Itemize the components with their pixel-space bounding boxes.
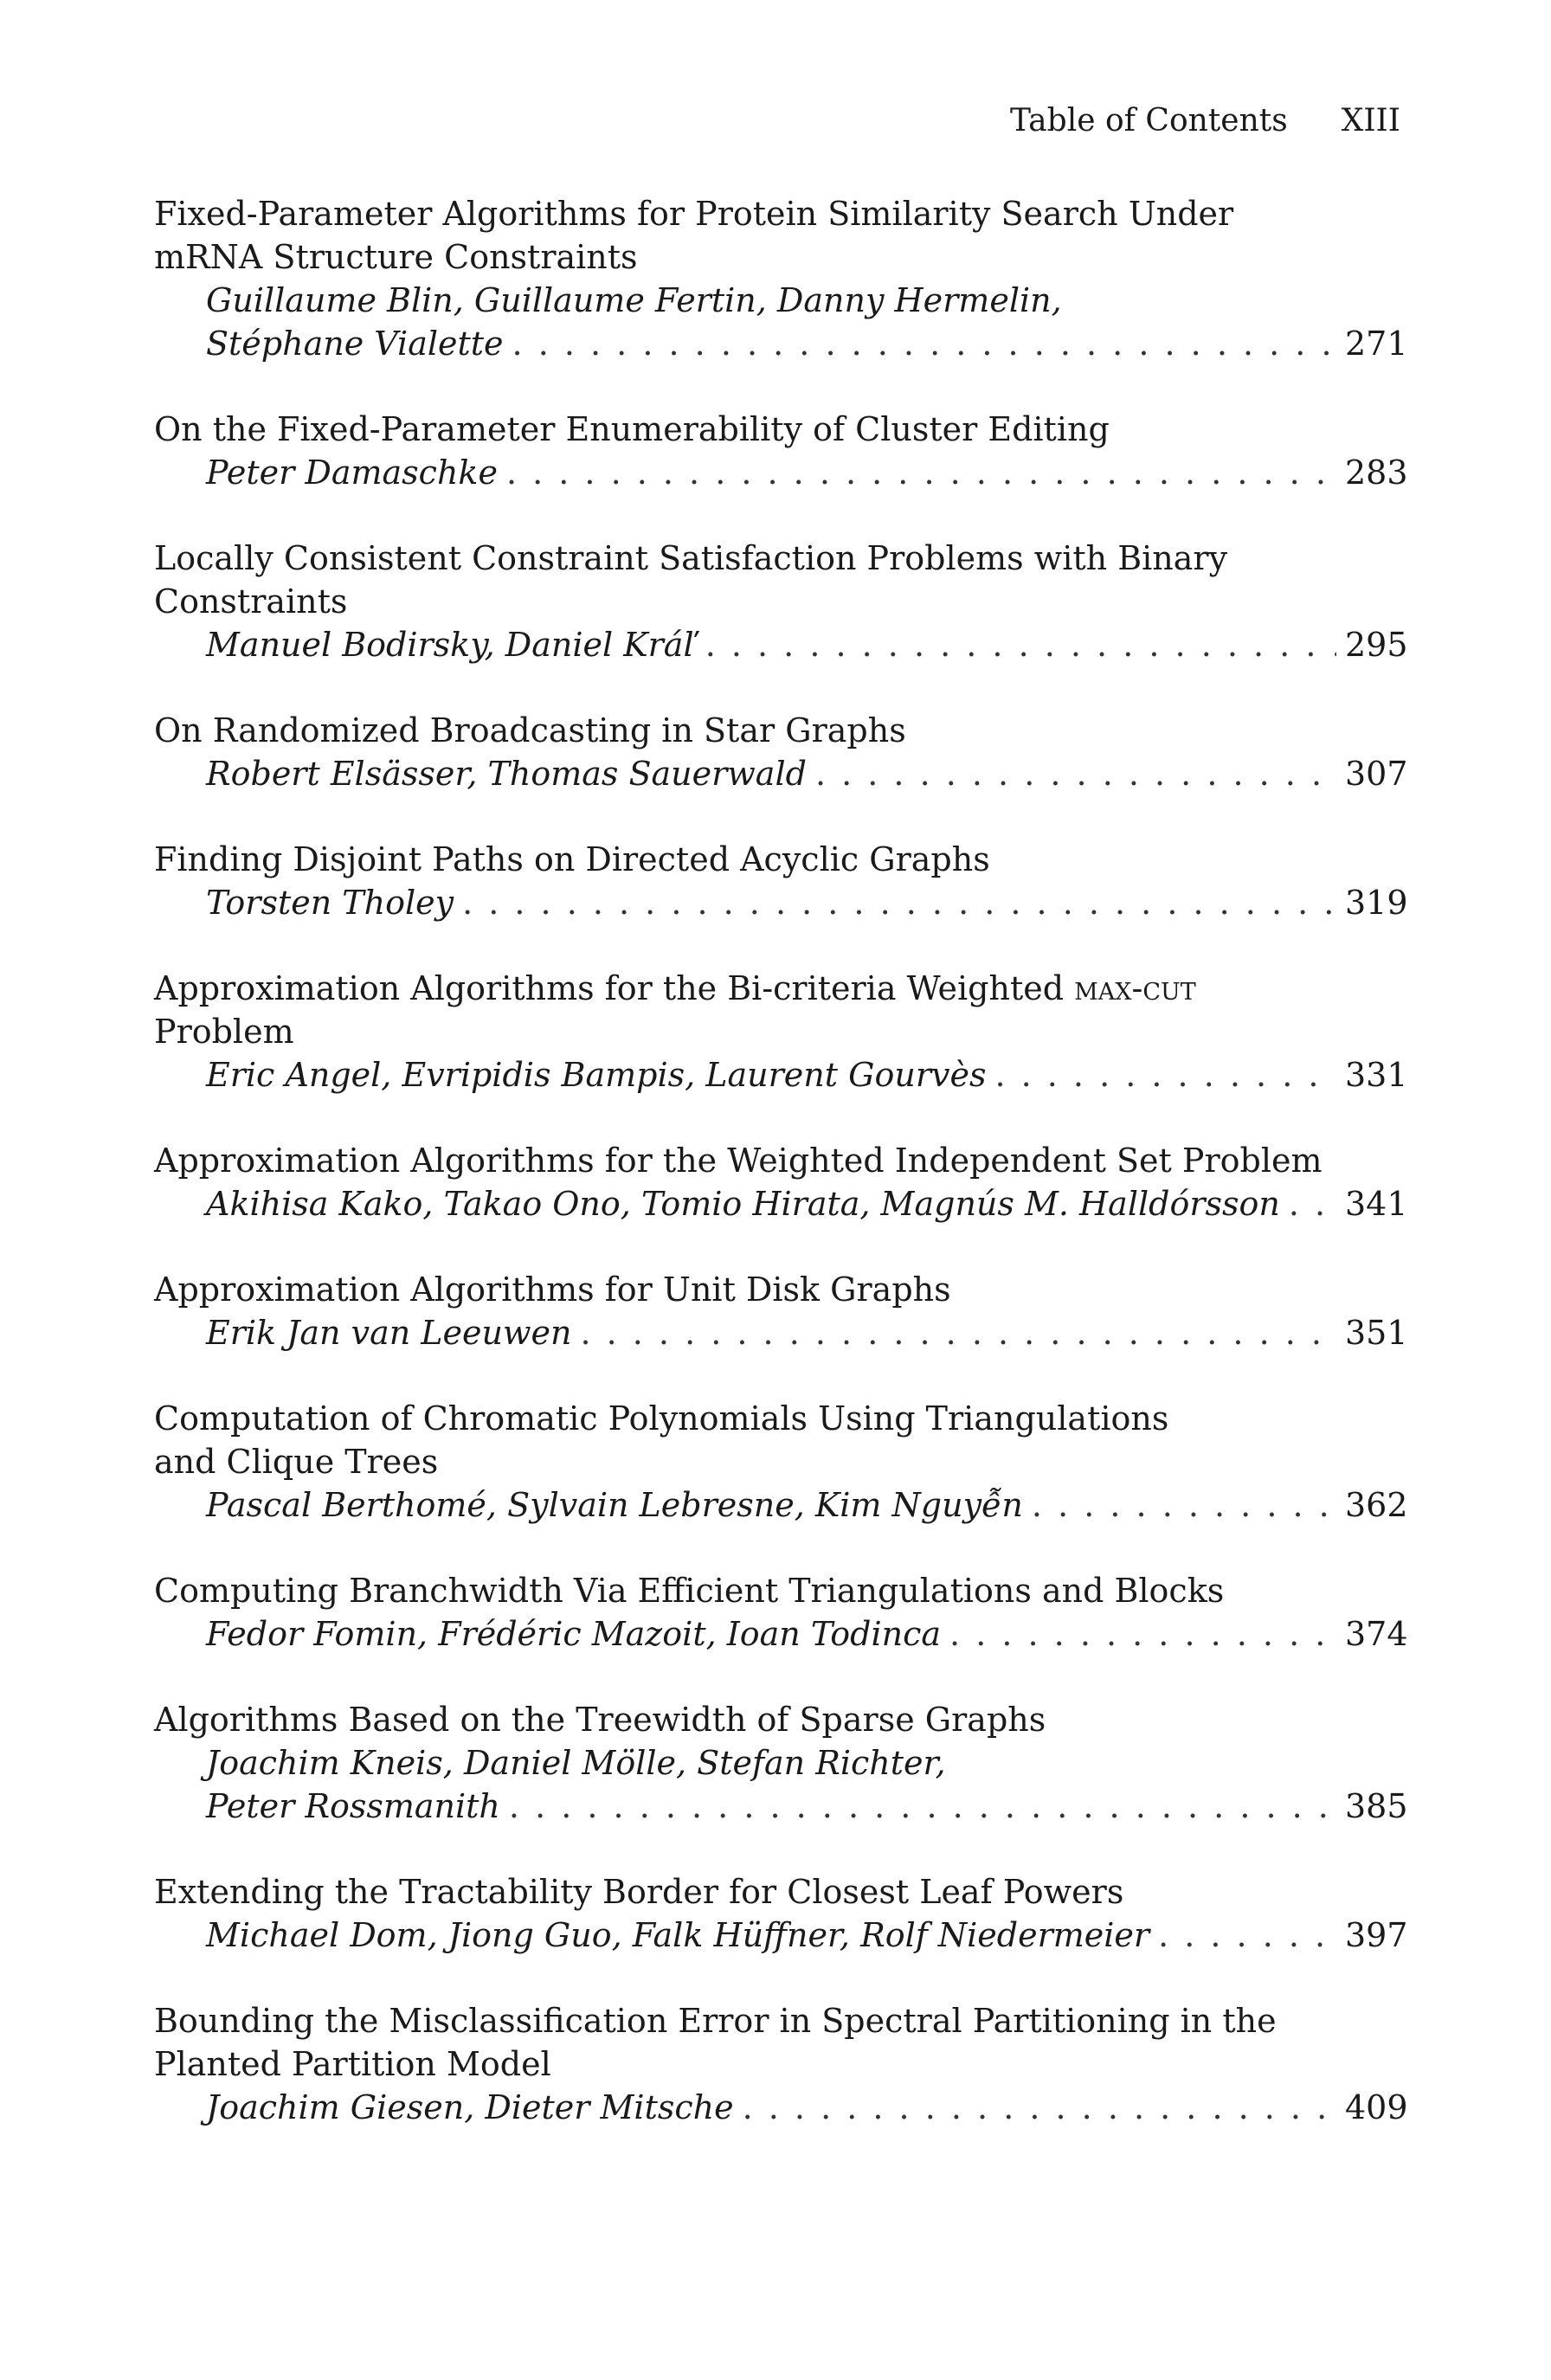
entry-title: Fixed-Parameter Algorithms for Protein Similarity Search Under [154, 195, 1234, 233]
entry-authors-with-page [154, 881, 1408, 924]
entry-authors-text: Joachim Giesen, Dieter Mitsche [206, 2088, 734, 2126]
entry-authors-with-page [154, 2086, 1408, 2129]
toc-entry [154, 967, 1408, 1097]
entry-authors-text: Eric Angel, Evripidis Bampis, Laurent Gourvès [206, 1056, 987, 1094]
toc-entry [154, 192, 1408, 365]
entry-authors [154, 279, 1400, 322]
entry-title: Extending the Tractability Border for Closest Leaf Powers [154, 1873, 1124, 1911]
entry-authors-text: Erik Jan van Leeuwen [206, 1314, 572, 1352]
entry-title: Approximation Algorithms for Unit Disk Graphs [154, 1270, 951, 1309]
entry-authors-text: Fedor Fomin, Frédéric Mazoit, Ioan Todinca [206, 1615, 942, 1653]
entry-page-number: 351 [1345, 1314, 1408, 1352]
dot-leader [705, 623, 1336, 666]
entry-title: Bounding the Misclassification Error in Spectral Partitioning in the [154, 2002, 1277, 2040]
entry-authors-with-page [154, 1612, 1408, 1656]
entry-page-number: 331 [1345, 1056, 1408, 1094]
dot-leader [506, 451, 1336, 494]
entry-title: Approximation Algorithms for the Weighted Independent Set Problem [154, 1142, 1323, 1180]
entry-authors-text: Akihisa Kako, Takao Ono, Tomio Hirata, Magnús M. Halldórsson [206, 1185, 1280, 1223]
entry-authors-with-page [154, 322, 1408, 365]
dot-leader [1158, 1914, 1336, 1957]
entry-page-number: 283 [1345, 453, 1408, 492]
entry-authors-with-page [154, 1053, 1408, 1097]
running-head-title: Table of Contents [1009, 103, 1288, 138]
entry-authors-with-page [154, 623, 1408, 666]
entry-authors-text: Torsten Tholey [206, 884, 454, 922]
toc-entry [154, 838, 1408, 924]
dot-leader [743, 2086, 1336, 2129]
entry-title: and Clique Trees [154, 1443, 439, 1481]
entry-authors-with-page [154, 1785, 1408, 1828]
dot-leader [1289, 1182, 1336, 1225]
entry-authors-with-page [154, 1914, 1408, 1957]
entry-authors-text: Guillaume Blin, Guillaume Fertin, Danny Hermelin, [206, 281, 1062, 319]
entry-page-number: 409 [1345, 2088, 1408, 2126]
entry-title: mRNA Structure Constraints [154, 238, 638, 276]
entry-authors-text: Michael Dom, Jiong Guo, Falk Hüffner, Rolf Niedermeier [206, 1916, 1150, 1954]
toc-entry [154, 1999, 1408, 2129]
entry-title: On Randomized Broadcasting in Star Graphs [154, 711, 906, 749]
entry-page-number: 362 [1345, 1486, 1408, 1524]
dot-leader [512, 322, 1336, 365]
entry-page-number: 319 [1345, 884, 1408, 922]
entry-authors-text: Pascal Berthomé, Sylvain Lebresne, Kim Nguyễn [206, 1486, 1023, 1524]
entry-title: Approximation Algorithms for the Bi-criteria Weighted max-cut [154, 969, 1196, 1007]
toc-entry [154, 408, 1408, 494]
toc-entry [154, 1569, 1408, 1656]
entry-authors [154, 1741, 1400, 1785]
entry-title: On the Fixed-Parameter Enumerability of Cluster Editing [154, 410, 1110, 448]
entry-page-number: 397 [1345, 1916, 1408, 1954]
entry-authors-text: Robert Elsässer, Thomas Sauerwald [206, 755, 807, 793]
entry-authors-with-page [154, 1483, 1408, 1527]
entry-page-number: 271 [1345, 325, 1408, 363]
entry-authors-with-page [154, 1311, 1408, 1354]
entry-authors-with-page [154, 451, 1408, 494]
entry-authors-with-page [154, 752, 1408, 795]
running-head [154, 102, 1400, 140]
entry-title: Computation of Chromatic Polynomials Using Triangulations [154, 1399, 1169, 1438]
entry-title: Locally Consistent Constraint Satisfaction Problems with Binary [154, 539, 1228, 577]
toc-entry [154, 1397, 1408, 1527]
toc-entry [154, 1268, 1408, 1354]
entry-authors-text: Peter Rossmanith [206, 1787, 500, 1825]
toc-entry [154, 537, 1408, 666]
toc-entry [154, 1870, 1408, 1957]
dot-leader [462, 881, 1336, 924]
entry-title: Finding Disjoint Paths on Directed Acyclic Graphs [154, 840, 990, 878]
entry-title: Algorithms Based on the Treewidth of Sparse Graphs [154, 1701, 1046, 1739]
entry-page-number: 295 [1345, 626, 1408, 664]
dot-leader [815, 752, 1336, 795]
entry-title: Computing Branchwidth Via Efficient Triangulations and Blocks [154, 1572, 1225, 1610]
entry-authors-text: Manuel Bodirsky, Daniel Kráľ [206, 626, 697, 664]
entry-page-number: 385 [1345, 1787, 1408, 1825]
entry-authors-with-page [154, 1182, 1408, 1225]
entry-page-number: 307 [1345, 755, 1408, 793]
running-head-page-number: XIII [1341, 103, 1400, 138]
toc-entry [154, 1139, 1408, 1225]
dot-leader [580, 1311, 1336, 1354]
smallcaps-term: max-cut [1074, 969, 1196, 1007]
table-of-contents [154, 192, 1408, 2171]
entry-page-number: 341 [1345, 1185, 1408, 1223]
entry-title: Planted Partition Model [154, 2045, 551, 2083]
dot-leader [949, 1612, 1336, 1656]
dot-leader [509, 1785, 1336, 1828]
toc-entry [154, 1698, 1408, 1828]
entry-page-number: 374 [1345, 1615, 1408, 1653]
entry-authors-text: Stéphane Vialette [206, 325, 504, 363]
entry-authors-text: Joachim Kneis, Daniel Mölle, Stefan Richter, [206, 1744, 946, 1782]
entry-authors-text: Peter Damaschke [206, 453, 498, 492]
toc-entry [154, 709, 1408, 795]
entry-title: Problem [154, 1013, 294, 1051]
dot-leader [1032, 1483, 1336, 1527]
dot-leader [994, 1053, 1336, 1097]
entry-title: Constraints [154, 582, 348, 621]
